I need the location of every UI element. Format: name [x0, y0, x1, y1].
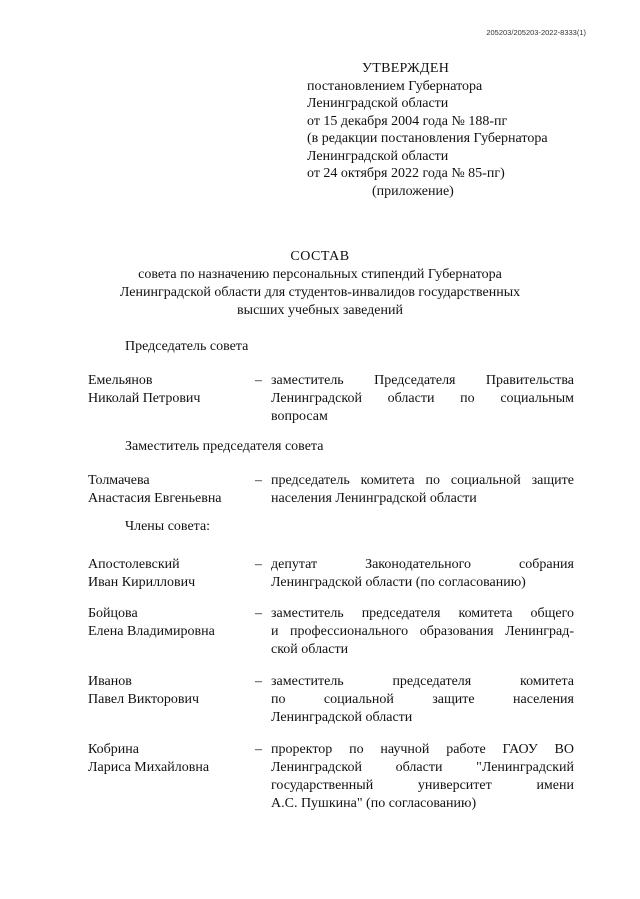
member-role: заместитель Председателя Правительства Ленинградской области по социальным вопросам — [271, 373, 574, 424]
member-name: Апостолевский Иван Кириллович — [88, 557, 196, 590]
approval-block — [307, 60, 607, 200]
title-heading: СОСТАВ — [290, 249, 350, 264]
title-line: высших учебных заведений — [237, 303, 403, 318]
section-heading-members: Члены совета: — [125, 519, 211, 534]
member-name: Кобрина Лариса Михайловна — [88, 742, 210, 775]
member-dash: – — [255, 742, 262, 757]
member-dash: – — [255, 373, 262, 388]
approval-line: Ленинградской области — [307, 148, 449, 164]
approval-line: от 24 октября 2022 года № 85-пг) — [307, 166, 505, 181]
member-dash: – — [255, 557, 262, 572]
document-title — [0, 248, 640, 320]
member-role: депутат Законодательного собрания Ленинградской области (по согласованию) — [271, 557, 574, 590]
member-name: Емельянов Николай Петрович — [88, 373, 201, 406]
approval-heading: УТВЕРЖДЕН — [362, 61, 450, 76]
approval-line: постановлением Губернатора — [307, 78, 483, 94]
member-name: Бойцова Елена Владимировна — [88, 606, 215, 639]
approval-appendix: (приложение) — [372, 183, 454, 199]
member-role: заместитель председателя комитета по социальной защите населения Ленинградской области — [271, 674, 574, 725]
section-heading-deputy: Заместитель председателя совета — [125, 439, 324, 454]
member-dash: – — [255, 674, 262, 689]
approval-line: Ленинградской области — [307, 96, 449, 111]
member-role: проректор по научной работе ГАОУ ВО Ленинградской области "Ленинградский государственный университет имени А.С. Пушкина" (по согласованию) — [271, 742, 574, 811]
member-role: председатель комитета по социальной защите населения Ленинградской области — [271, 473, 574, 506]
member-name: Толмачева Анастасия Евгеньевна — [88, 473, 222, 506]
member-dash: – — [255, 473, 262, 488]
approval-line: (в редакции постановления Губернатора — [307, 131, 548, 146]
member-role: заместитель председателя комитета общего и профессионального образования Ленинград- ской области — [271, 606, 574, 657]
title-line: Ленинградской области для студентов-инвалидов государственных — [119, 285, 521, 300]
document-id: 205203/205203-2022-8333(1) — [486, 28, 586, 37]
section-heading-chair: Председатель совета — [125, 339, 249, 354]
member-dash: – — [255, 606, 262, 621]
approval-line: от 15 декабря 2004 года № 188-пг — [307, 113, 508, 129]
member-name: Иванов Павел Викторович — [88, 674, 200, 707]
title-line: совета по назначению персональных стипендий Губернатора — [138, 267, 502, 282]
